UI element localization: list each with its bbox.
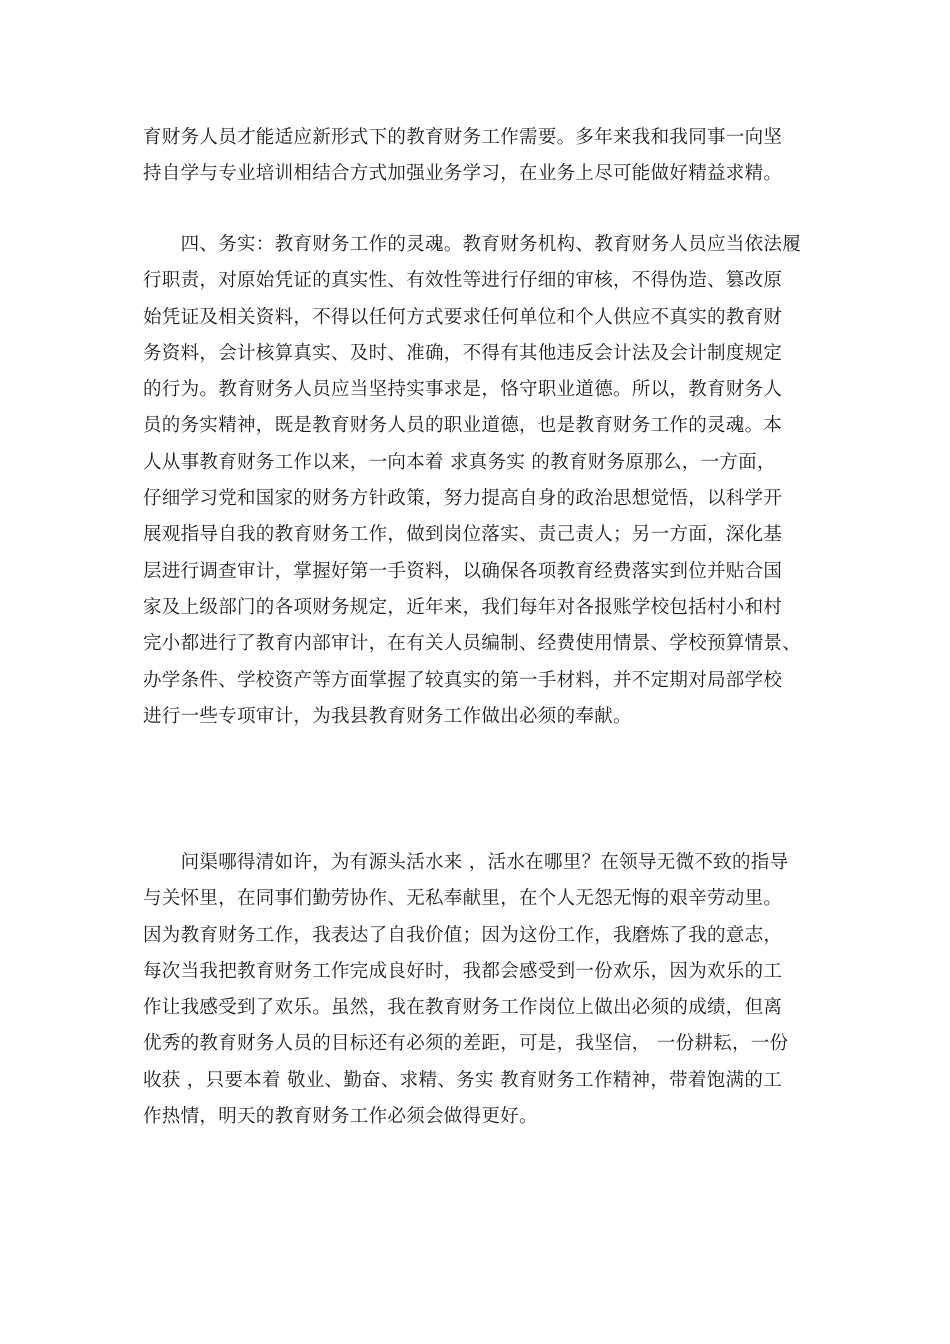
text-line: 家及上级部门的各项财务规定，近年来，我们每年对各报账学校包括村小和村: [143, 596, 783, 618]
text-line: 展观指导自我的教育财务工作，做到岗位落实、责己责人；另一方面，深化基: [143, 524, 783, 546]
text-line: 员的务实精神，既是教育财务人员的职业道德，也是教育财务工作的灵魂。本: [143, 415, 783, 437]
text-line: 务资料，会计核算真实、及时、准确，不得有其他违反会计法及会计制度规定: [143, 342, 783, 364]
paragraph-conclusion: [143, 845, 813, 1135]
text-line: 行职责，对原始凭证的真实性、有效性等进行仔细的审核，不得伪造、篡改原: [143, 270, 783, 292]
text-line: 持自学与专业培训相结合方式加强业务学习，在业务上尽可能做好精益求精。: [143, 163, 783, 185]
text-line: 完小都进行了教育内部审计，在有关人员编制、经费使用情景、学校预算情景、: [143, 633, 802, 655]
text-line: 层进行调查审计，掌握好第一手资料，以确保各项教育经费落实到位并贴合国: [143, 560, 783, 582]
paragraph-continuation: [143, 120, 813, 193]
text-line: 办学条件、学校资产等方面掌握了较真实的第一手材料，并不定期对局部学校: [143, 669, 783, 691]
text-line: 问渠哪得清如许，为有源头活水来 ，活水在哪里？在领导无微不致的指导: [143, 852, 789, 873]
text-line: 收获 ，只要本着 敬业、勤奋、求精、务实 教育财务工作精神，带着饱满的工: [143, 1069, 782, 1091]
text-line: 四、务实：教育财务工作的灵魂。教育财务机构、教育财务人员应当依法履: [143, 234, 802, 255]
text-line: 育财务人员才能适应新形式下的教育财务工作需要。多年来我和我同事一向坚: [143, 127, 783, 148]
text-line: 优秀的教育财务人员的目标还有必须的差距，可是，我坚信， 一份耕耘，一份: [143, 1033, 789, 1055]
text-line: 仔细学习党和国家的财务方针政策，努力提高自身的政治思想觉悟，以科学开: [143, 488, 783, 510]
text-line: 作让我感受到了欢乐。虽然，我在教育财务工作岗位上做出必须的成绩，但离: [143, 997, 783, 1019]
text-line: 的行为。教育财务人员应当坚持实事求是，恪守职业道德。所以，教育财务人: [143, 379, 783, 401]
text-line: 进行一些专项审计，为我县教育财务工作做出必须的奉献。: [143, 705, 632, 727]
text-line: 人从事教育财务工作以来，一向本着 求真务实 的教育财务原那么，一方面，: [143, 451, 776, 473]
text-line: 始凭证及相关资料，不得以任何方式要求任何单位和个人供应不真实的教育财: [143, 306, 783, 328]
text-line: 与关怀里，在同事们勤劳协作、无私奉献里，在个人无怨无悔的艰辛劳动里。: [143, 888, 783, 910]
paragraph-pragmatism: [143, 227, 813, 735]
text-line: 作热情，明天的教育财务工作必须会做得更好。: [143, 1106, 538, 1128]
text-line: 每次当我把教育财务工作完成良好时，我都会感受到一份欢乐，因为欢乐的工: [143, 960, 783, 982]
text-line: 因为教育财务工作，我表达了自我价值；因为这份工作，我磨炼了我的意志，: [143, 924, 783, 946]
